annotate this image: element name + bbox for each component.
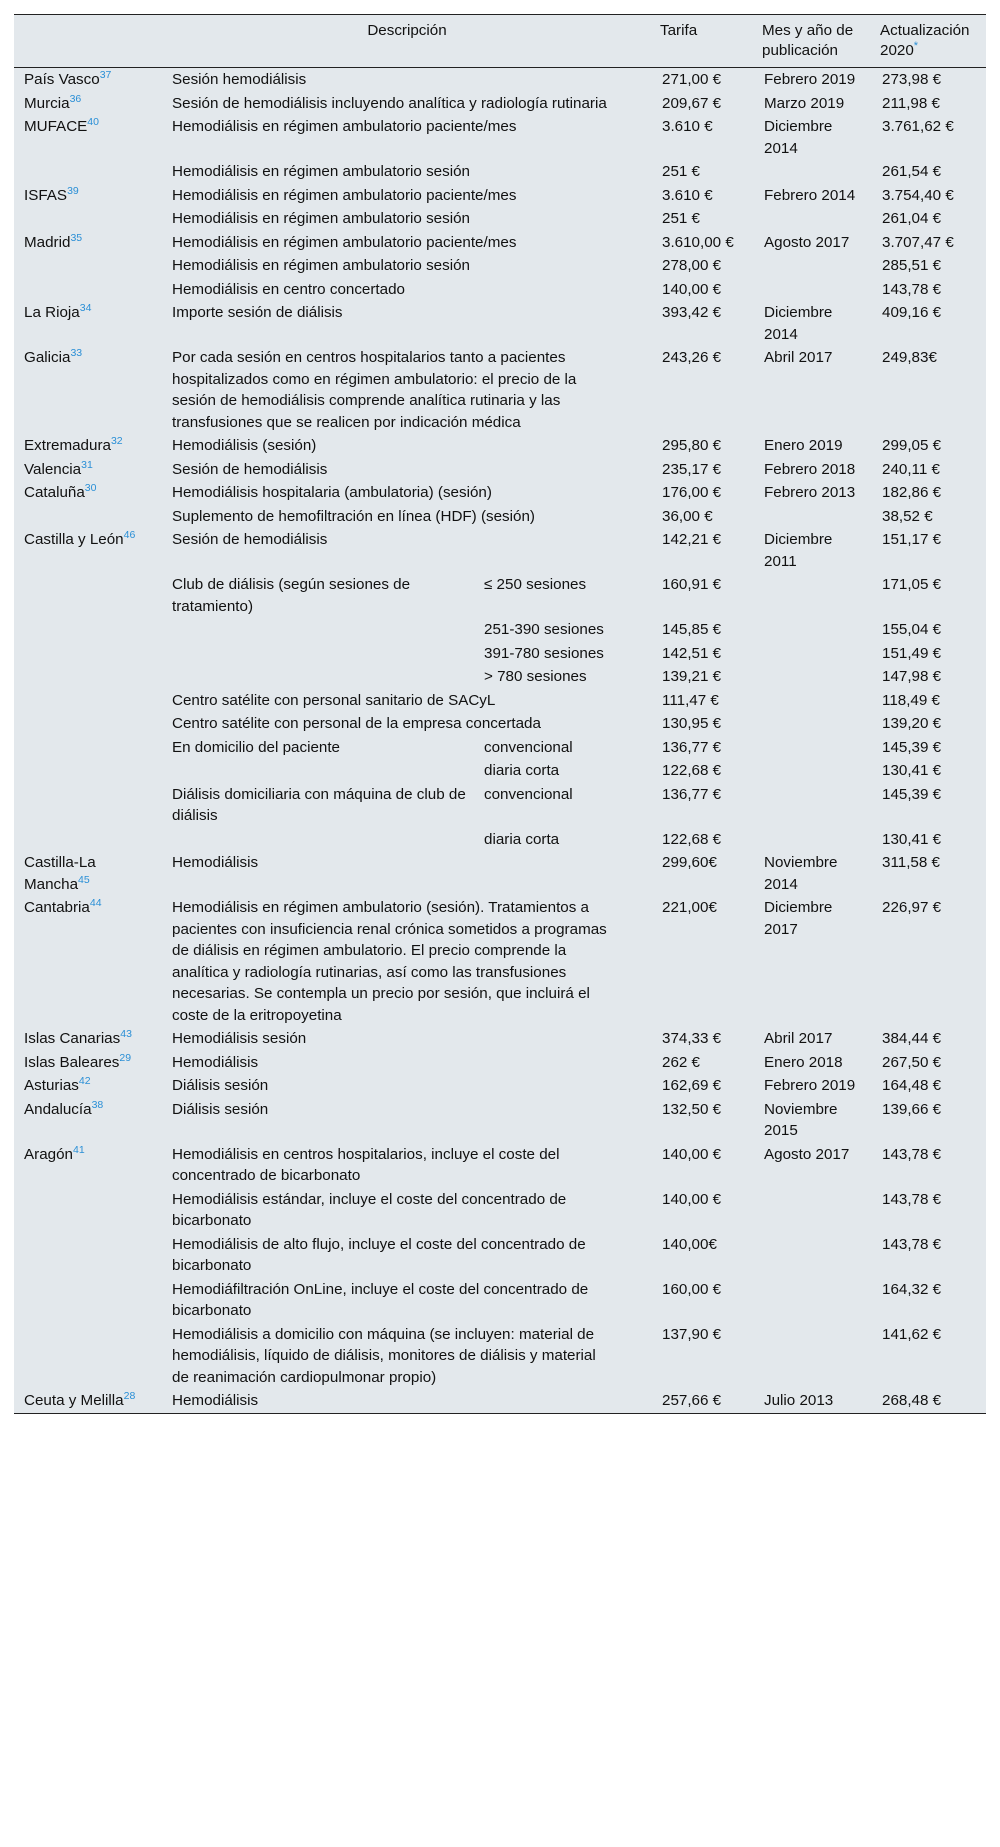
cell-tarifa: 160,91 € bbox=[662, 576, 722, 593]
reference-link[interactable]: 40 bbox=[87, 115, 99, 128]
cell-region bbox=[14, 505, 162, 529]
region-name: Cantabria bbox=[24, 899, 90, 916]
cell-descripcion: Diálisis sesión bbox=[172, 1100, 269, 1118]
cell-actualizacion: 143,78 € bbox=[882, 1145, 942, 1163]
cell-region bbox=[14, 1389, 162, 1413]
table-row bbox=[14, 434, 986, 458]
cell-actualizacion: 211,98 € bbox=[882, 94, 940, 112]
table-row bbox=[14, 301, 986, 346]
cell-fecha bbox=[754, 712, 872, 736]
cell-subcategoria: 251-390 sesiones bbox=[484, 621, 604, 638]
cell-region bbox=[14, 1074, 162, 1098]
cell-tarifa: 36,00 € bbox=[662, 507, 713, 525]
region-name: Madrid bbox=[24, 233, 71, 251]
header-tarifa: Tarifa bbox=[652, 15, 754, 68]
table-row bbox=[14, 1143, 986, 1188]
table-row bbox=[14, 528, 986, 573]
cell-tarifa: 3.610,00 € bbox=[662, 233, 734, 251]
table-row bbox=[14, 254, 986, 278]
reference-link[interactable]: 29 bbox=[119, 1051, 132, 1064]
cell-actualizacion: 285,51 € bbox=[882, 257, 942, 274]
table-row bbox=[14, 115, 986, 160]
cell-actualizacion: 384,44 € bbox=[882, 1030, 942, 1047]
cell-actualizacion: 249,83€ bbox=[882, 349, 937, 366]
cell-region bbox=[14, 68, 162, 92]
cell-descripcion: Hemodiálisis bbox=[172, 1053, 259, 1071]
cell-descripcion: Hemodiálisis estándar, incluye el coste del concentrado de bicarbonato bbox=[172, 1190, 567, 1229]
cell-tarifa: 140,00€ bbox=[662, 1235, 717, 1253]
cell-region bbox=[14, 481, 162, 505]
table-row bbox=[14, 828, 986, 852]
cell-actualizacion: 261,04 € bbox=[882, 210, 942, 227]
cell-actualizacion: 3.707,47 € bbox=[882, 233, 954, 251]
cell-actualizacion: 164,32 € bbox=[882, 1280, 942, 1298]
table-header-row bbox=[14, 15, 986, 68]
cell-fecha: Agosto 2017 bbox=[764, 1145, 850, 1163]
cell-descripcion: Hemodiálisis en régimen ambulatorio sesión bbox=[172, 163, 470, 180]
cell-tarifa: 374,33 € bbox=[662, 1030, 722, 1047]
cell-region bbox=[14, 1233, 162, 1278]
cell-fecha bbox=[754, 573, 872, 618]
cell-fecha: Marzo 2019 bbox=[764, 94, 845, 112]
cell-region bbox=[14, 665, 162, 689]
region-name: Castilla-La Mancha bbox=[24, 854, 96, 893]
cell-tarifa: 122,68 € bbox=[662, 830, 722, 848]
cell-descripcion: Por cada sesión en centros hospitalarios tanto a pacientes hospitalizados como en régimen ambulatorio: el precio de la sesión de hemodiálisis comprende analítica rutinaria y las transfusiones que se realicen por indicación médica bbox=[172, 349, 577, 431]
cell-region bbox=[14, 1188, 162, 1233]
region-name: Asturias bbox=[24, 1077, 79, 1094]
cell-descripcion: Hemodiálisis sesión bbox=[172, 1030, 307, 1047]
cell-fecha bbox=[754, 736, 872, 760]
reference-link[interactable]: 42 bbox=[78, 1074, 91, 1087]
cell-descripcion: Hemodiálisis en régimen ambulatorio paciente/mes bbox=[172, 118, 517, 135]
cell-fecha: Diciembre 2017 bbox=[764, 899, 833, 938]
reference-link[interactable]: 41 bbox=[72, 1143, 85, 1156]
cell-actualizacion: 143,78 € bbox=[882, 280, 942, 298]
region-name: País Vasco bbox=[24, 71, 100, 88]
cell-region bbox=[14, 115, 162, 160]
cell-region bbox=[14, 618, 162, 642]
cell-tarifa: 251 € bbox=[662, 210, 701, 227]
region-name: Islas Canarias bbox=[24, 1030, 121, 1047]
reference-link[interactable]: 43 bbox=[120, 1027, 132, 1040]
cell-actualizacion: 299,05 € bbox=[882, 437, 942, 454]
cell-actualizacion: 143,78 € bbox=[882, 1190, 942, 1208]
cell-descripcion: Importe sesión de diálisis bbox=[172, 304, 343, 321]
cell-descripcion: Hemodiálisis bbox=[172, 854, 259, 871]
cell-descripcion: Hemodiálisis de alto flujo, incluye el coste del concentrado de bicarbonato bbox=[172, 1235, 586, 1274]
cell-fecha: Abril 2017 bbox=[764, 1030, 833, 1047]
table-row bbox=[14, 1323, 986, 1390]
cell-descripcion: Sesión hemodiálisis bbox=[172, 71, 307, 88]
cell-region bbox=[14, 1323, 162, 1390]
table-row bbox=[14, 1188, 986, 1233]
region-name: La Rioja bbox=[24, 304, 80, 321]
cell-descripcion: Hemodiálisis hospitalaria (ambulatoria) (sesión) bbox=[172, 484, 492, 501]
cell-subcategoria: convencional bbox=[484, 785, 573, 803]
cell-tarifa: 251 € bbox=[662, 163, 701, 180]
table-row bbox=[14, 505, 986, 529]
table-row bbox=[14, 736, 986, 760]
cell-descripcion: Centro satélite con personal de la empresa concertada bbox=[172, 715, 541, 732]
cell-descripcion: Hemodiáfiltración OnLine, incluye el coste del concentrado de bicarbonato bbox=[172, 1280, 589, 1319]
cell-fecha bbox=[754, 783, 872, 828]
table-row bbox=[14, 783, 986, 828]
cell-descripcion: Sesión de hemodiálisis bbox=[172, 460, 328, 478]
cell-tarifa: 278,00 € bbox=[662, 257, 722, 274]
cell-actualizacion: 164,48 € bbox=[882, 1077, 942, 1094]
cell-region bbox=[14, 184, 162, 208]
cell-actualizacion: 409,16 € bbox=[882, 304, 942, 321]
cell-region bbox=[14, 458, 162, 482]
cell-fecha bbox=[754, 689, 872, 713]
reference-link[interactable]: 46 bbox=[123, 528, 136, 541]
cell-region bbox=[14, 759, 162, 783]
cell-tarifa: 140,00 € bbox=[662, 280, 722, 298]
region-name: ISFAS bbox=[24, 186, 68, 204]
reference-link[interactable]: 39 bbox=[67, 184, 79, 197]
cell-fecha: Febrero 2018 bbox=[764, 460, 856, 478]
table-row bbox=[14, 665, 986, 689]
table-row bbox=[14, 346, 986, 434]
cell-region bbox=[14, 736, 162, 760]
cell-region bbox=[14, 851, 162, 896]
cell-region bbox=[14, 896, 162, 1027]
table-row bbox=[14, 851, 986, 896]
tariff-table bbox=[14, 15, 986, 1413]
cell-descripcion: Suplemento de hemofiltración en línea (HDF) (sesión) bbox=[172, 507, 535, 525]
table-row bbox=[14, 1051, 986, 1075]
header-actualizacion-label: Actualización 2020 bbox=[880, 22, 970, 59]
cell-fecha bbox=[754, 207, 872, 231]
table-row bbox=[14, 231, 986, 255]
cell-descripcion: Diálisis sesión bbox=[172, 1077, 269, 1094]
reference-link[interactable]: 28 bbox=[123, 1389, 136, 1402]
cell-actualizacion: 182,86 € bbox=[882, 484, 942, 501]
region-name: Extremadura bbox=[24, 437, 111, 454]
region-name: Islas Baleares bbox=[24, 1053, 120, 1071]
cell-actualizacion: 3.761,62 € bbox=[882, 118, 954, 135]
cell-descripcion: Hemodiálisis en régimen ambulatorio sesión bbox=[172, 257, 470, 274]
cell-region bbox=[14, 1143, 162, 1188]
cell-descripcion: Hemodiálisis (sesión) bbox=[172, 437, 317, 454]
cell-fecha: Febrero 2019 bbox=[764, 71, 856, 88]
cell-tarifa: 3.610 € bbox=[662, 118, 713, 135]
table-row bbox=[14, 184, 986, 208]
cell-tarifa: 221,00€ bbox=[662, 899, 717, 916]
cell-subcategoria: 391-780 sesiones bbox=[484, 644, 604, 662]
header-descripcion: Descripción bbox=[162, 15, 652, 68]
cell-descripcion: Hemodiálisis a domicilio con máquina (se incluyen: material de hemodiálisis, líquido de diálisis, monitores de diálisis y material de reanimación cardiopulmonar propio) bbox=[172, 1325, 596, 1386]
reference-link[interactable]: 45 bbox=[78, 873, 90, 886]
cell-region bbox=[14, 1278, 162, 1323]
cell-tarifa: 393,42 € bbox=[662, 304, 722, 321]
cell-tarifa: 132,50 € bbox=[662, 1100, 722, 1118]
cell-descripcion: Hemodiálisis en régimen ambulatorio paciente/mes bbox=[172, 186, 517, 204]
table-row bbox=[14, 92, 986, 116]
cell-region bbox=[14, 689, 162, 713]
table-row bbox=[14, 278, 986, 302]
cell-region bbox=[14, 92, 162, 116]
cell-region bbox=[14, 434, 162, 458]
cell-fecha bbox=[754, 759, 872, 783]
cell-tarifa: 142,51 € bbox=[662, 644, 722, 662]
cell-subcategoria: ≤ 250 sesiones bbox=[484, 576, 587, 593]
cell-actualizacion: 261,54 € bbox=[882, 163, 942, 180]
table-row bbox=[14, 642, 986, 666]
header-mes: Mes y año de publicación bbox=[754, 15, 872, 68]
cell-region bbox=[14, 528, 162, 573]
cell-region bbox=[14, 1098, 162, 1143]
reference-link[interactable]: 37 bbox=[99, 68, 112, 81]
cell-actualizacion: 143,78 € bbox=[882, 1235, 942, 1253]
cell-tarifa: 243,26 € bbox=[662, 349, 722, 366]
cell-tarifa: 271,00 € bbox=[662, 71, 722, 88]
cell-descripcion: Hemodiálisis en régimen ambulatorio sesión bbox=[172, 210, 470, 227]
cell-tarifa: 145,85 € bbox=[662, 621, 722, 638]
cell-fecha: Noviembre 2014 bbox=[764, 854, 838, 893]
cell-fecha bbox=[754, 1233, 872, 1278]
cell-fecha: Febrero 2014 bbox=[764, 186, 856, 204]
cell-fecha bbox=[754, 160, 872, 184]
cell-region bbox=[14, 160, 162, 184]
cell-actualizacion: 145,39 € bbox=[882, 738, 942, 756]
cell-tarifa: 140,00 € bbox=[662, 1145, 722, 1163]
cell-region bbox=[14, 346, 162, 434]
cell-tarifa: 137,90 € bbox=[662, 1325, 722, 1343]
cell-tarifa: 142,21 € bbox=[662, 531, 722, 548]
cell-fecha: Diciembre 2014 bbox=[764, 304, 833, 343]
region-name: Ceuta y Melilla bbox=[24, 1392, 124, 1409]
cell-region bbox=[14, 573, 162, 618]
cell-subcategoria: diaria corta bbox=[484, 830, 560, 848]
table-row bbox=[14, 1389, 986, 1413]
cell-tarifa: 176,00 € bbox=[662, 484, 722, 501]
table-row bbox=[14, 759, 986, 783]
table-row bbox=[14, 896, 986, 1027]
cell-fecha bbox=[754, 1188, 872, 1233]
cell-tarifa: 262 € bbox=[662, 1053, 701, 1071]
cell-actualizacion: 130,41 € bbox=[882, 830, 942, 848]
region-name: Cataluña bbox=[24, 484, 85, 501]
cell-descripcion bbox=[162, 828, 474, 852]
table-row bbox=[14, 458, 986, 482]
cell-fecha: Diciembre 2011 bbox=[764, 531, 833, 570]
cell-descripcion bbox=[162, 759, 474, 783]
cell-descripcion: Hemodiálisis en centros hospitalarios, incluye el coste del concentrado de bicarbonato bbox=[172, 1145, 560, 1184]
cell-descripcion: Hemodiálisis en régimen ambulatorio paciente/mes bbox=[172, 233, 517, 251]
region-name: Andalucía bbox=[24, 1100, 92, 1118]
cell-actualizacion: 267,50 € bbox=[882, 1053, 942, 1071]
reference-link[interactable]: 38 bbox=[91, 1098, 104, 1111]
cell-tarifa: 209,67 € bbox=[662, 94, 722, 112]
cell-fecha bbox=[754, 828, 872, 852]
cell-actualizacion: 145,39 € bbox=[882, 785, 942, 803]
table-row bbox=[14, 160, 986, 184]
cell-actualizacion: 155,04 € bbox=[882, 621, 942, 638]
cell-tarifa: 160,00 € bbox=[662, 1280, 722, 1298]
table-row bbox=[14, 573, 986, 618]
region-name: Galicia bbox=[24, 349, 71, 366]
cell-fecha: Febrero 2019 bbox=[764, 1077, 856, 1094]
cell-tarifa: 295,80 € bbox=[662, 437, 722, 454]
cell-tarifa: 136,77 € bbox=[662, 738, 722, 756]
cell-region bbox=[14, 301, 162, 346]
cell-actualizacion: 141,62 € bbox=[882, 1325, 942, 1343]
cell-actualizacion: 273,98 € bbox=[882, 71, 942, 88]
cell-descripcion: Sesión de hemodiálisis bbox=[172, 531, 328, 548]
table-row bbox=[14, 689, 986, 713]
table-row bbox=[14, 68, 986, 92]
cell-fecha bbox=[754, 254, 872, 278]
cell-region bbox=[14, 278, 162, 302]
cell-descripcion bbox=[162, 642, 474, 666]
cell-fecha bbox=[754, 642, 872, 666]
table-row bbox=[14, 1278, 986, 1323]
cell-fecha: Agosto 2017 bbox=[764, 233, 850, 251]
cell-actualizacion: 171,05 € bbox=[882, 576, 942, 593]
cell-fecha bbox=[754, 278, 872, 302]
tariff-table-container bbox=[14, 14, 986, 1414]
cell-actualizacion: 226,97 € bbox=[882, 899, 942, 916]
cell-tarifa: 139,21 € bbox=[662, 668, 722, 685]
cell-fecha: Enero 2019 bbox=[764, 437, 843, 454]
cell-subcategoria: convencional bbox=[484, 738, 573, 756]
table-row bbox=[14, 1074, 986, 1098]
cell-actualizacion: 139,20 € bbox=[882, 715, 942, 732]
cell-tarifa: 3.610 € bbox=[662, 186, 713, 204]
cell-descripcion: Hemodiálisis bbox=[172, 1392, 259, 1409]
table-row bbox=[14, 207, 986, 231]
cell-descripcion: En domicilio del paciente bbox=[172, 738, 341, 756]
cell-fecha bbox=[754, 505, 872, 529]
cell-descripcion bbox=[162, 665, 474, 689]
cell-actualizacion: 240,11 € bbox=[882, 460, 940, 478]
cell-region bbox=[14, 1051, 162, 1075]
cell-tarifa: 235,17 € bbox=[662, 460, 722, 478]
table-row bbox=[14, 712, 986, 736]
header-actualizacion bbox=[872, 15, 986, 68]
reference-link[interactable]: 30 bbox=[84, 481, 97, 494]
cell-tarifa: 257,66 € bbox=[662, 1392, 722, 1409]
cell-tarifa: 130,95 € bbox=[662, 715, 722, 732]
reference-link[interactable]: 36 bbox=[69, 92, 82, 105]
cell-fecha: Abril 2017 bbox=[764, 349, 833, 366]
cell-fecha: Febrero 2013 bbox=[764, 484, 856, 501]
cell-actualizacion: 3.754,40 € bbox=[882, 186, 954, 204]
reference-link[interactable]: 32 bbox=[110, 434, 123, 447]
cell-tarifa: 136,77 € bbox=[662, 785, 722, 803]
cell-region bbox=[14, 712, 162, 736]
cell-fecha bbox=[754, 1278, 872, 1323]
cell-actualizacion: 151,17 € bbox=[882, 531, 942, 548]
cell-tarifa: 140,00 € bbox=[662, 1190, 722, 1208]
cell-region bbox=[14, 828, 162, 852]
cell-actualizacion: 118,49 € bbox=[882, 691, 940, 709]
cell-region bbox=[14, 254, 162, 278]
cell-region bbox=[14, 783, 162, 828]
header-region bbox=[14, 15, 162, 68]
reference-link[interactable]: 34 bbox=[79, 301, 92, 314]
cell-descripcion: Hemodiálisis en régimen ambulatorio (sesión). Tratamientos a pacientes con insuficiencia renal crónica sometidos a programas de diálisis en régimen ambulatorio. El precio comprende la analítica y radiología rutinarias, así como las transfusiones necesarias. Se contempla un precio por sesión, que incluirá el coste de la eritropoyetina bbox=[172, 899, 607, 1024]
cell-tarifa: 122,68 € bbox=[662, 762, 722, 779]
table-row bbox=[14, 1027, 986, 1051]
reference-link[interactable]: 31 bbox=[81, 458, 93, 471]
table-row bbox=[14, 1233, 986, 1278]
cell-actualizacion: 147,98 € bbox=[882, 668, 942, 685]
cell-descripcion: Club de diálisis (según sesiones de tratamiento) bbox=[172, 576, 411, 615]
table-body bbox=[14, 68, 986, 1413]
cell-fecha: Diciembre 2014 bbox=[764, 118, 833, 157]
table-row bbox=[14, 618, 986, 642]
reference-link[interactable]: 35 bbox=[70, 231, 83, 244]
cell-actualizacion: 130,41 € bbox=[882, 762, 942, 779]
cell-region bbox=[14, 1027, 162, 1051]
region-name: Murcia bbox=[24, 94, 70, 112]
cell-subcategoria: diaria corta bbox=[484, 762, 560, 779]
cell-fecha bbox=[754, 665, 872, 689]
cell-descripcion: Centro satélite con personal sanitario de SACyL bbox=[172, 691, 496, 709]
table-row bbox=[14, 1098, 986, 1143]
cell-subcategoria: > 780 sesiones bbox=[484, 668, 587, 685]
cell-fecha: Noviembre 2015 bbox=[764, 1100, 838, 1139]
cell-actualizacion: 139,66 € bbox=[882, 1100, 942, 1118]
cell-fecha bbox=[754, 618, 872, 642]
cell-fecha bbox=[754, 1323, 872, 1390]
cell-actualizacion: 311,58 € bbox=[882, 854, 940, 871]
cell-fecha: Enero 2018 bbox=[764, 1053, 843, 1071]
cell-actualizacion: 38,52 € bbox=[882, 507, 933, 525]
cell-descripcion: Hemodiálisis en centro concertado bbox=[172, 280, 405, 298]
region-name: Valencia bbox=[24, 460, 82, 478]
cell-region bbox=[14, 207, 162, 231]
reference-link[interactable]: 44 bbox=[89, 896, 102, 909]
cell-region bbox=[14, 231, 162, 255]
region-name: MUFACE bbox=[24, 118, 88, 135]
cell-tarifa: 111,47 € bbox=[662, 691, 719, 709]
table-row bbox=[14, 481, 986, 505]
reference-link[interactable]: 33 bbox=[70, 346, 83, 359]
cell-actualizacion: 151,49 € bbox=[882, 644, 942, 662]
cell-descripcion bbox=[162, 618, 474, 642]
region-name: Castilla y León bbox=[24, 531, 124, 548]
cell-region bbox=[14, 642, 162, 666]
cell-descripcion: Diálisis domiciliaria con máquina de club de diálisis bbox=[172, 785, 466, 824]
cell-tarifa: 162,69 € bbox=[662, 1077, 722, 1094]
footnote-marker: * bbox=[913, 39, 919, 52]
cell-actualizacion: 268,48 € bbox=[882, 1392, 942, 1409]
cell-tarifa: 299,60€ bbox=[662, 854, 717, 871]
cell-fecha: Julio 2013 bbox=[764, 1392, 834, 1409]
cell-descripcion: Sesión de hemodiálisis incluyendo analítica y radiología rutinaria bbox=[172, 94, 607, 112]
region-name: Aragón bbox=[24, 1145, 73, 1163]
